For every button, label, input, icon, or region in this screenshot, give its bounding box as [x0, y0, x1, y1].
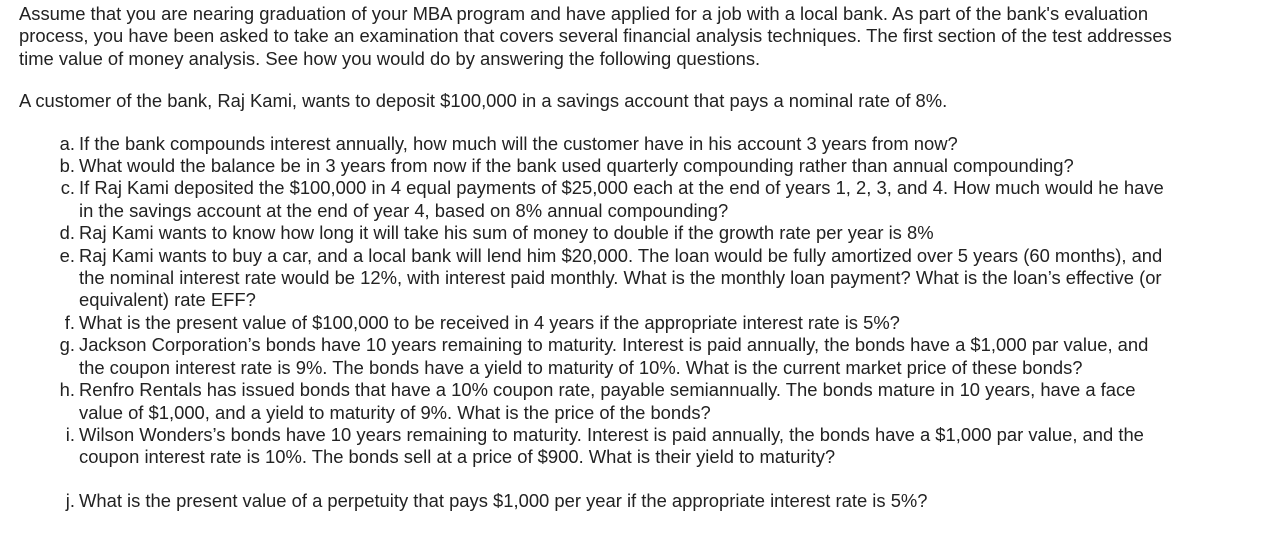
question-text-line: the coupon interest rate is 9%. The bonds have a yield to maturity of 10%. What is the current market price of these bonds? [79, 356, 1083, 378]
question-item [19, 334, 1269, 379]
question-text-line: Wilson Wonders’s bonds have 10 years remaining to maturity. Interest is paid annually, the bonds have a $1,000 par value, and the [79, 423, 1144, 445]
question-item [19, 133, 1269, 155]
document-body [19, 3, 1269, 512]
question-text-line: in the savings account at the end of year 4, based on 8% annual compounding? [79, 199, 729, 221]
intro-paragraph [19, 3, 1269, 70]
question-text-line: coupon interest rate is 10%. The bonds sell at a price of $900. What is their yield to maturity? [79, 446, 836, 468]
question-text-line: What would the balance be in 3 years from now if the bank used quarterly compounding rather than annual compounding? [79, 155, 1074, 177]
question-item [19, 312, 1269, 334]
question-text-line: Jackson Corporation’s bonds have 10 years remaining to maturity. Interest is paid annually, the bonds have a $1,000 par value, and [79, 334, 1149, 356]
question-marker: d. [59, 222, 75, 244]
question-marker: c. [60, 177, 75, 199]
question-text-line: If the bank compounds interest annually, how much will the customer have in his account 3 years from now? [79, 132, 958, 154]
question-text-line: Raj Kami wants to know how long it will take his sum of money to double if the growth rate per year is 8% [79, 222, 934, 244]
question-text-line: value of $1,000, and a yield to maturity of 9%. What is the price of the bonds? [79, 401, 711, 423]
question-text-line: What is the present value of a perpetuity that pays $1,000 per year if the appropriate interest rate is 5%? [79, 489, 928, 511]
question-text-line: What is the present value of $100,000 to be received in 4 years if the appropriate interest rate is 5%? [79, 311, 900, 333]
question-item [19, 177, 1269, 222]
question-text-line: Renfro Rentals has issued bonds that have a 10% coupon rate, payable semiannually. The bonds mature in 10 years, have a face [79, 379, 1136, 401]
question-text-line: Raj Kami wants to buy a car, and a local bank will lend him $20,000. The loan would be fully amortized over 5 years (60 months), and [79, 244, 1163, 266]
question-item [19, 424, 1269, 469]
question-marker: g. [59, 334, 75, 356]
question-item [19, 490, 1269, 512]
question-marker: h. [59, 379, 75, 401]
question-marker: b. [59, 155, 75, 177]
customer-paragraph: A customer of the bank, Raj Kami, wants to deposit $100,000 in a savings account that pays a nominal rate of 8%. [19, 90, 948, 112]
question-item [19, 379, 1269, 424]
question-marker: j. [65, 489, 75, 511]
question-text-line: the nominal interest rate would be 12%, with interest paid monthly. What is the monthly loan payment? What is the loan’s effective (or [79, 267, 1162, 289]
question-marker: i. [65, 423, 75, 445]
question-item [19, 155, 1269, 177]
question-marker: a. [59, 132, 75, 154]
intro-line: time value of money analysis. See how you would do by answering the following questions. [19, 47, 761, 69]
question-text-line: If Raj Kami deposited the $100,000 in 4 equal payments of $25,000 each at the end of years 1, 2, 3, and 4. How much would he have [79, 177, 1164, 199]
question-marker: e. [59, 244, 75, 266]
question-item [19, 222, 1269, 244]
intro-line: Assume that you are nearing graduation of your MBA program and have applied for a job with a local bank. As part of the bank's evaluation [19, 3, 1149, 24]
intro-line: process, you have been asked to take an examination that covers several financial analysis techniques. The first section of the test addresses [19, 25, 1172, 47]
question-item [19, 245, 1269, 312]
question-list [19, 133, 1269, 513]
question-text-line: equivalent) rate EFF? [79, 289, 256, 311]
question-marker: f. [64, 311, 75, 333]
